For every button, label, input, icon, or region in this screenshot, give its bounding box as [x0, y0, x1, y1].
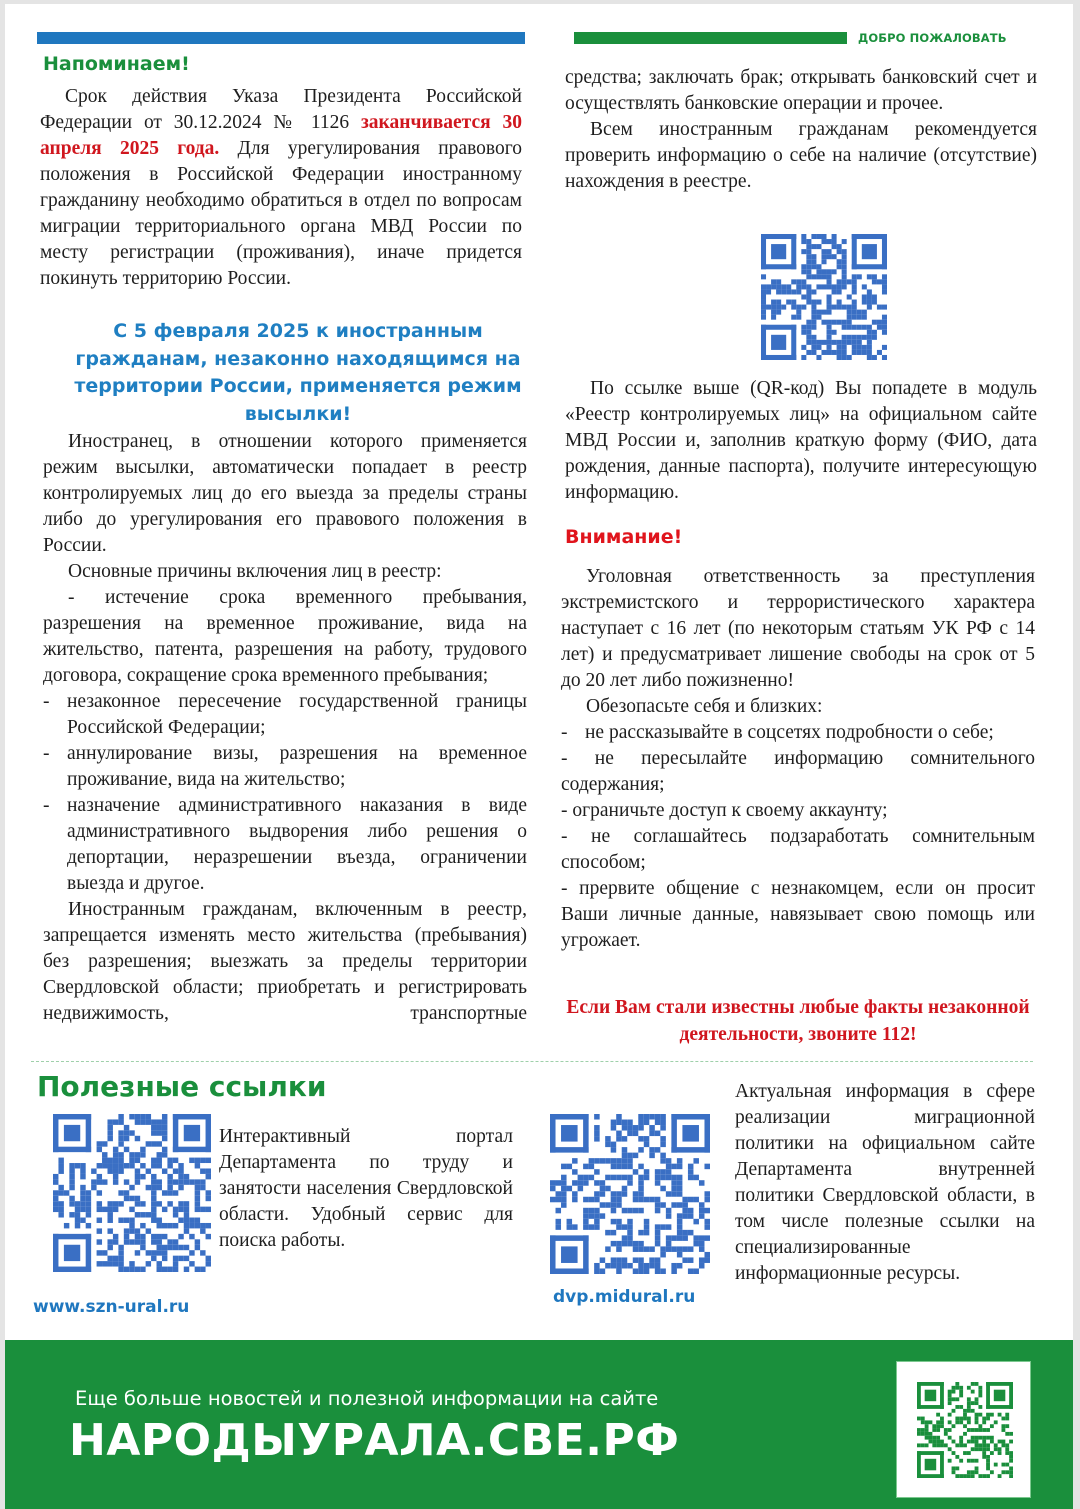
qr-code-icon[interactable] [917, 1382, 1013, 1478]
footer-qr-frame [896, 1361, 1031, 1498]
top-blue-bar [37, 32, 525, 44]
reason-item-4: - назначение административного наказания в виде административного выдворения либо решения о депортации, неразрешении въезда, ограничении выезда и другое. [43, 795, 527, 894]
expulsion-body [43, 429, 527, 1027]
prohibitions-paragraph: Иностранным гражданам, включенным в реестр, запрещается изменять место жительства (пребывания) без разрешения; выезжать за пределы территории Свердловской области; приобретать и регистрировать недвижимость, транспортные [43, 899, 527, 1024]
tip-item-5: - прервите общение с незнакомцем, если он просит Ваши личные данные, навязывает свою помощь или угрожает. [561, 878, 1035, 951]
qr-code-icon[interactable] [761, 234, 887, 360]
attention-body [561, 564, 1035, 954]
qr-explain [565, 376, 1037, 506]
link-1-url[interactable]: www.szn-ural.ru [33, 1297, 190, 1317]
reminder-paragraph [40, 84, 522, 292]
tip-item-1: - не рассказывайте в соцсетях подробности о себе; [561, 722, 994, 743]
footer-site-link[interactable]: НАРОДЫУРАЛА.СВЕ.РФ [69, 1415, 680, 1466]
leaflet-page [5, 4, 1073, 1509]
welcome-label: ДОБРО ПОЖАЛОВАТЬ [858, 31, 1007, 45]
expulsion-paragraph: Иностранец, в отношении которого применяется режим высылки, автоматически попадает в реестр контролируемых лиц до его выезда за пределы страны либо до урегулирования его правового положения в России. [43, 431, 527, 556]
footer-subtitle: Еще больше новостей и полезной информации на сайте [75, 1387, 659, 1410]
useful-links-title: Полезные ссылки [37, 1070, 327, 1103]
reminder-text-a: Срок действия Указа Президента Российской Федерации от 30.12.2024 № 1126 [40, 86, 522, 133]
prohibitions-continued: средства; заключать брак; открывать банковский счет и осуществлять банковские операции и прочее. [565, 67, 1037, 114]
link-1-description: Интерактивный портал Департамента по труду и занятости населения Свердловской области. Удобный сервис для поиска работы. [219, 1126, 513, 1251]
call-112-notice: Если Вам стали известны любые факты незаконной деятельности, звоните 112! [566, 997, 1030, 1045]
attention-title: Внимание! [565, 526, 683, 548]
recommend-paragraph: Всем иностранным гражданам рекомендуется проверить информацию о себе на наличие (отсутствие) нахождения в реестре. [565, 119, 1037, 192]
link-2-url[interactable]: dvp.midural.ru [553, 1287, 696, 1307]
qr-mvd [761, 234, 887, 360]
reason-item-3: - аннулирование визы, разрешения на временное проживание, вида на жительство; [43, 743, 527, 790]
deadline-highlight: заканчивается 30 апреля 2025 года. [40, 112, 523, 159]
right-column-top [565, 65, 1037, 195]
section-divider [31, 1061, 1033, 1062]
expulsion-headline: С 5 февраля 2025 к иностранным гражданам, незаконно находящимся на территории России, применяется режим высылки! [74, 320, 522, 425]
tip-item-3: - ограничьте доступ к своему аккаунту; [561, 800, 888, 821]
attention-paragraph: Уголовная ответственность за преступления экстремистского и террористического характера наступает с 16 лет (по некоторым статьям УК РФ с 14 лет) и предусматривает лишение свободы на срок от 5 до 20 лет либо пожизненно! [561, 566, 1035, 691]
reason-item-1: - истечение срока временного пребывания, разрешения на временное проживание, вида на жительство, патента, разрешения на работу, трудового договора, сокращение срока временного пребывания; [43, 587, 527, 686]
reason-item-2: - незаконное пересечение государственной границы Российской Федерации; [43, 691, 527, 738]
tip-item-4: - не соглашайтесь подзаработать сомнительным способом; [561, 826, 1035, 873]
qr-code-icon[interactable] [550, 1114, 710, 1274]
reasons-intro: Основные причины включения лиц в реестр: [68, 561, 442, 582]
link-2-description: Актуальная информация в сфере реализации миграционной политики на официальном сайте Департамента внутренней политики Свердловской области, в том числе полезные ссылки на специализированные информационные ресурсы. [735, 1081, 1035, 1284]
qr-code-icon[interactable] [53, 1114, 211, 1272]
reminder-title: Напоминаем! [43, 53, 190, 75]
qr-explain-text: По ссылке выше (QR-код) Вы попадете в модуль «Реестр контролируемых лиц» на официальном сайте МВД России и, заполнив краткую форму (ФИО, дата рождения, данные паспорта), получите интересующую информацию. [565, 378, 1037, 503]
protect-intro: Обезопасьте себя и близких: [586, 696, 823, 717]
top-green-bar [574, 32, 847, 44]
tip-item-2: - не пересылайте информацию сомнительного содержания; [561, 748, 1035, 795]
reminder-text-b: Для урегулирования правового положения в Российской Федерации иностранному гражданину необходимо обратиться в отдел по вопросам миграции территориального органа МВД России по месту регистрации (проживания), иначе придется покинуть территорию России. [40, 138, 522, 289]
